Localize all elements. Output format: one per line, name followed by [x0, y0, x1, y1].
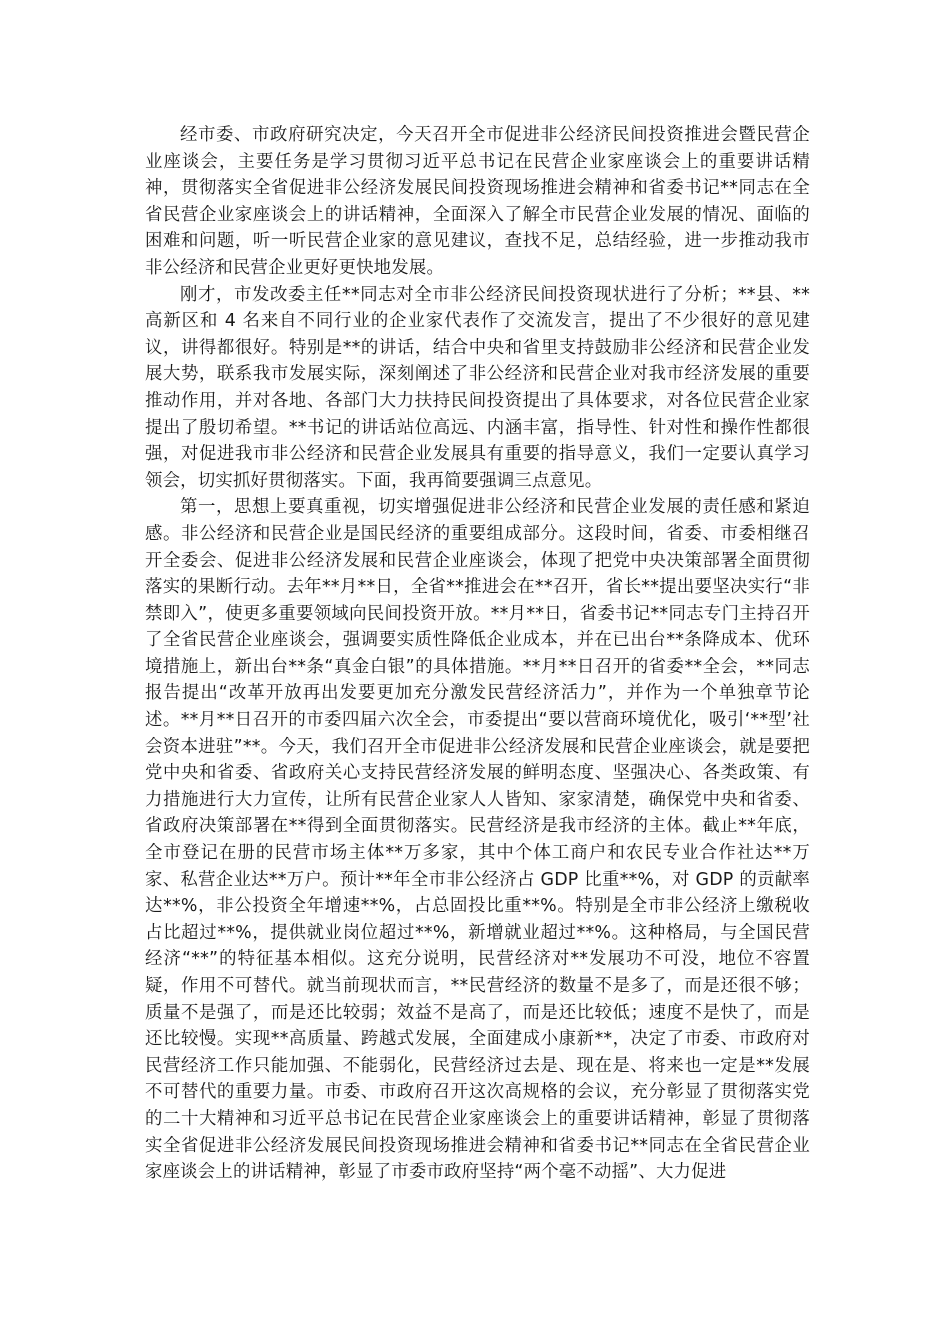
paragraph-3: 第一，思想上要真重视，切实增强促进非公经济和民营企业发展的责任感和紧迫感。非公经济和民营企业是国民经济的重要组成部分。这段时间，省委、市委相继召开全委会、促进非公经济发展和民营企业座谈会，体现了把党中央决策部署全面贯彻落实的果断行动。去年**月**日，全省**推进会在**召开，省长**提出要坚决实行“非禁即入”，使更多重要领域向民间投资开放。**月**日，省委书记**同志专门主持召开了全省民营企业座谈会，强调要实质性降低企业成本，并在已出台**条降成本、优环境措施上，新出台**条“真金白银”的具体措施。**月**日召开的省委**全会，**同志报告提出“改革开放再出发要更加充分激发民营经济活力”，并作为一个单独章节论述。**月**日召开的市委四届六次全会，市委提出“要以营商环境优化，吸引‘**型’社会资本进驻”**。今天，我们召开全市促进非公经济发展和民营企业座谈会，就是要把党中央和省委、省政府关心支持民营经济发展的鲜明态度、坚强决心、各类政策、有力措施进行大力宣传，让所有民营企业家人人皆知、家家清楚，确保党中央和省委、省政府决策部署在**得到全面贯彻落实。民营经济是我市经济的主体。截止**年底，全市登记在册的民营市场主体**万多家，其中个体工商户和农民专业合作社达**万家、私营企业达**万户。预计**年全市非公经济占 GDP 比重**%，对 GDP 的贡献率达**%，非公投资全年增速**%，占总固投比重**%。特别是全市非公经济上缴税收占比超过**%，提供就业岗位超过**%，新增就业超过**%。这种格局，与全国民营经济“**”的特征基本相似。这充分说明，民营经济对**发展功不可没，地位不容置疑，作用不可替代。就当前现状而言，**民营经济的数量不是多了，而是还很不够；质量不是强了，而是还比较弱；效益不是高了，而是还比较低；速度不是快了，而是还比较慢。实现**高质量、跨越式发展，全面建成小康新**，决定了市委、市政府对民营经济工作只能加强、不能弱化，民营经济过去是、现在是、将来也一定是**发展不可替代的重要力量。市委、市政府召开这次高规格的会议，充分彰显了贯彻落实党的二十大精神和习近平总书记在民营企业家座谈会上的重要讲话精神，彰显了贯彻落实全省促进非公经济发展民间投资现场推进会精神和省委书记**同志在全省民营企业家座谈会上的讲话精神，彰显了市委市政府坚持“两个毫不动摇”、大力促进	[145, 497, 810, 1183]
paragraph-2: 刚才，市发改委主任**同志对全市非公经济民间投资现状进行了分析；**县、**高新区和 4 名来自不同行业的企业家代表作了交流发言，提出了不少很好的意见建议，讲得都很好。特别是**的讲话，结合中央和省里支持鼓励非公经济和民营企业发展大势，联系我市发展实际，深刻阐述了非公经济和民营企业对我市经济发展的重要推动作用，并对各地、各部门大力扶持民间投资提出了具体要求，对各位民营企业家提出了殷切希望。**书记的讲话站位高远、内涵丰富，指导性、针对性和操作性都很强，对促进我市非公经济和民营企业发展具有重要的指导意义，我们一定要认真学习领会，切实抓好贯彻落实。下面，我再简要强调三点意见。	[145, 284, 810, 491]
document-body	[145, 122, 810, 1186]
paragraph-1: 经市委、市政府研究决定，今天召开全市促进非公经济民间投资推进会暨民营企业座谈会，主要任务是学习贯彻习近平总书记在民营企业家座谈会上的重要讲话精神，贯彻落实全省促进非公经济发展民间投资现场推进会精神和省委书记**同志在全省民营企业家座谈会上的讲话精神，全面深入了解全市民营企业发展的情况、面临的困难和问题，听一听民营企业家的意见建议，查找不足，总结经验，进一步推动我市非公经济和民营企业更好更快地发展。	[145, 125, 810, 278]
